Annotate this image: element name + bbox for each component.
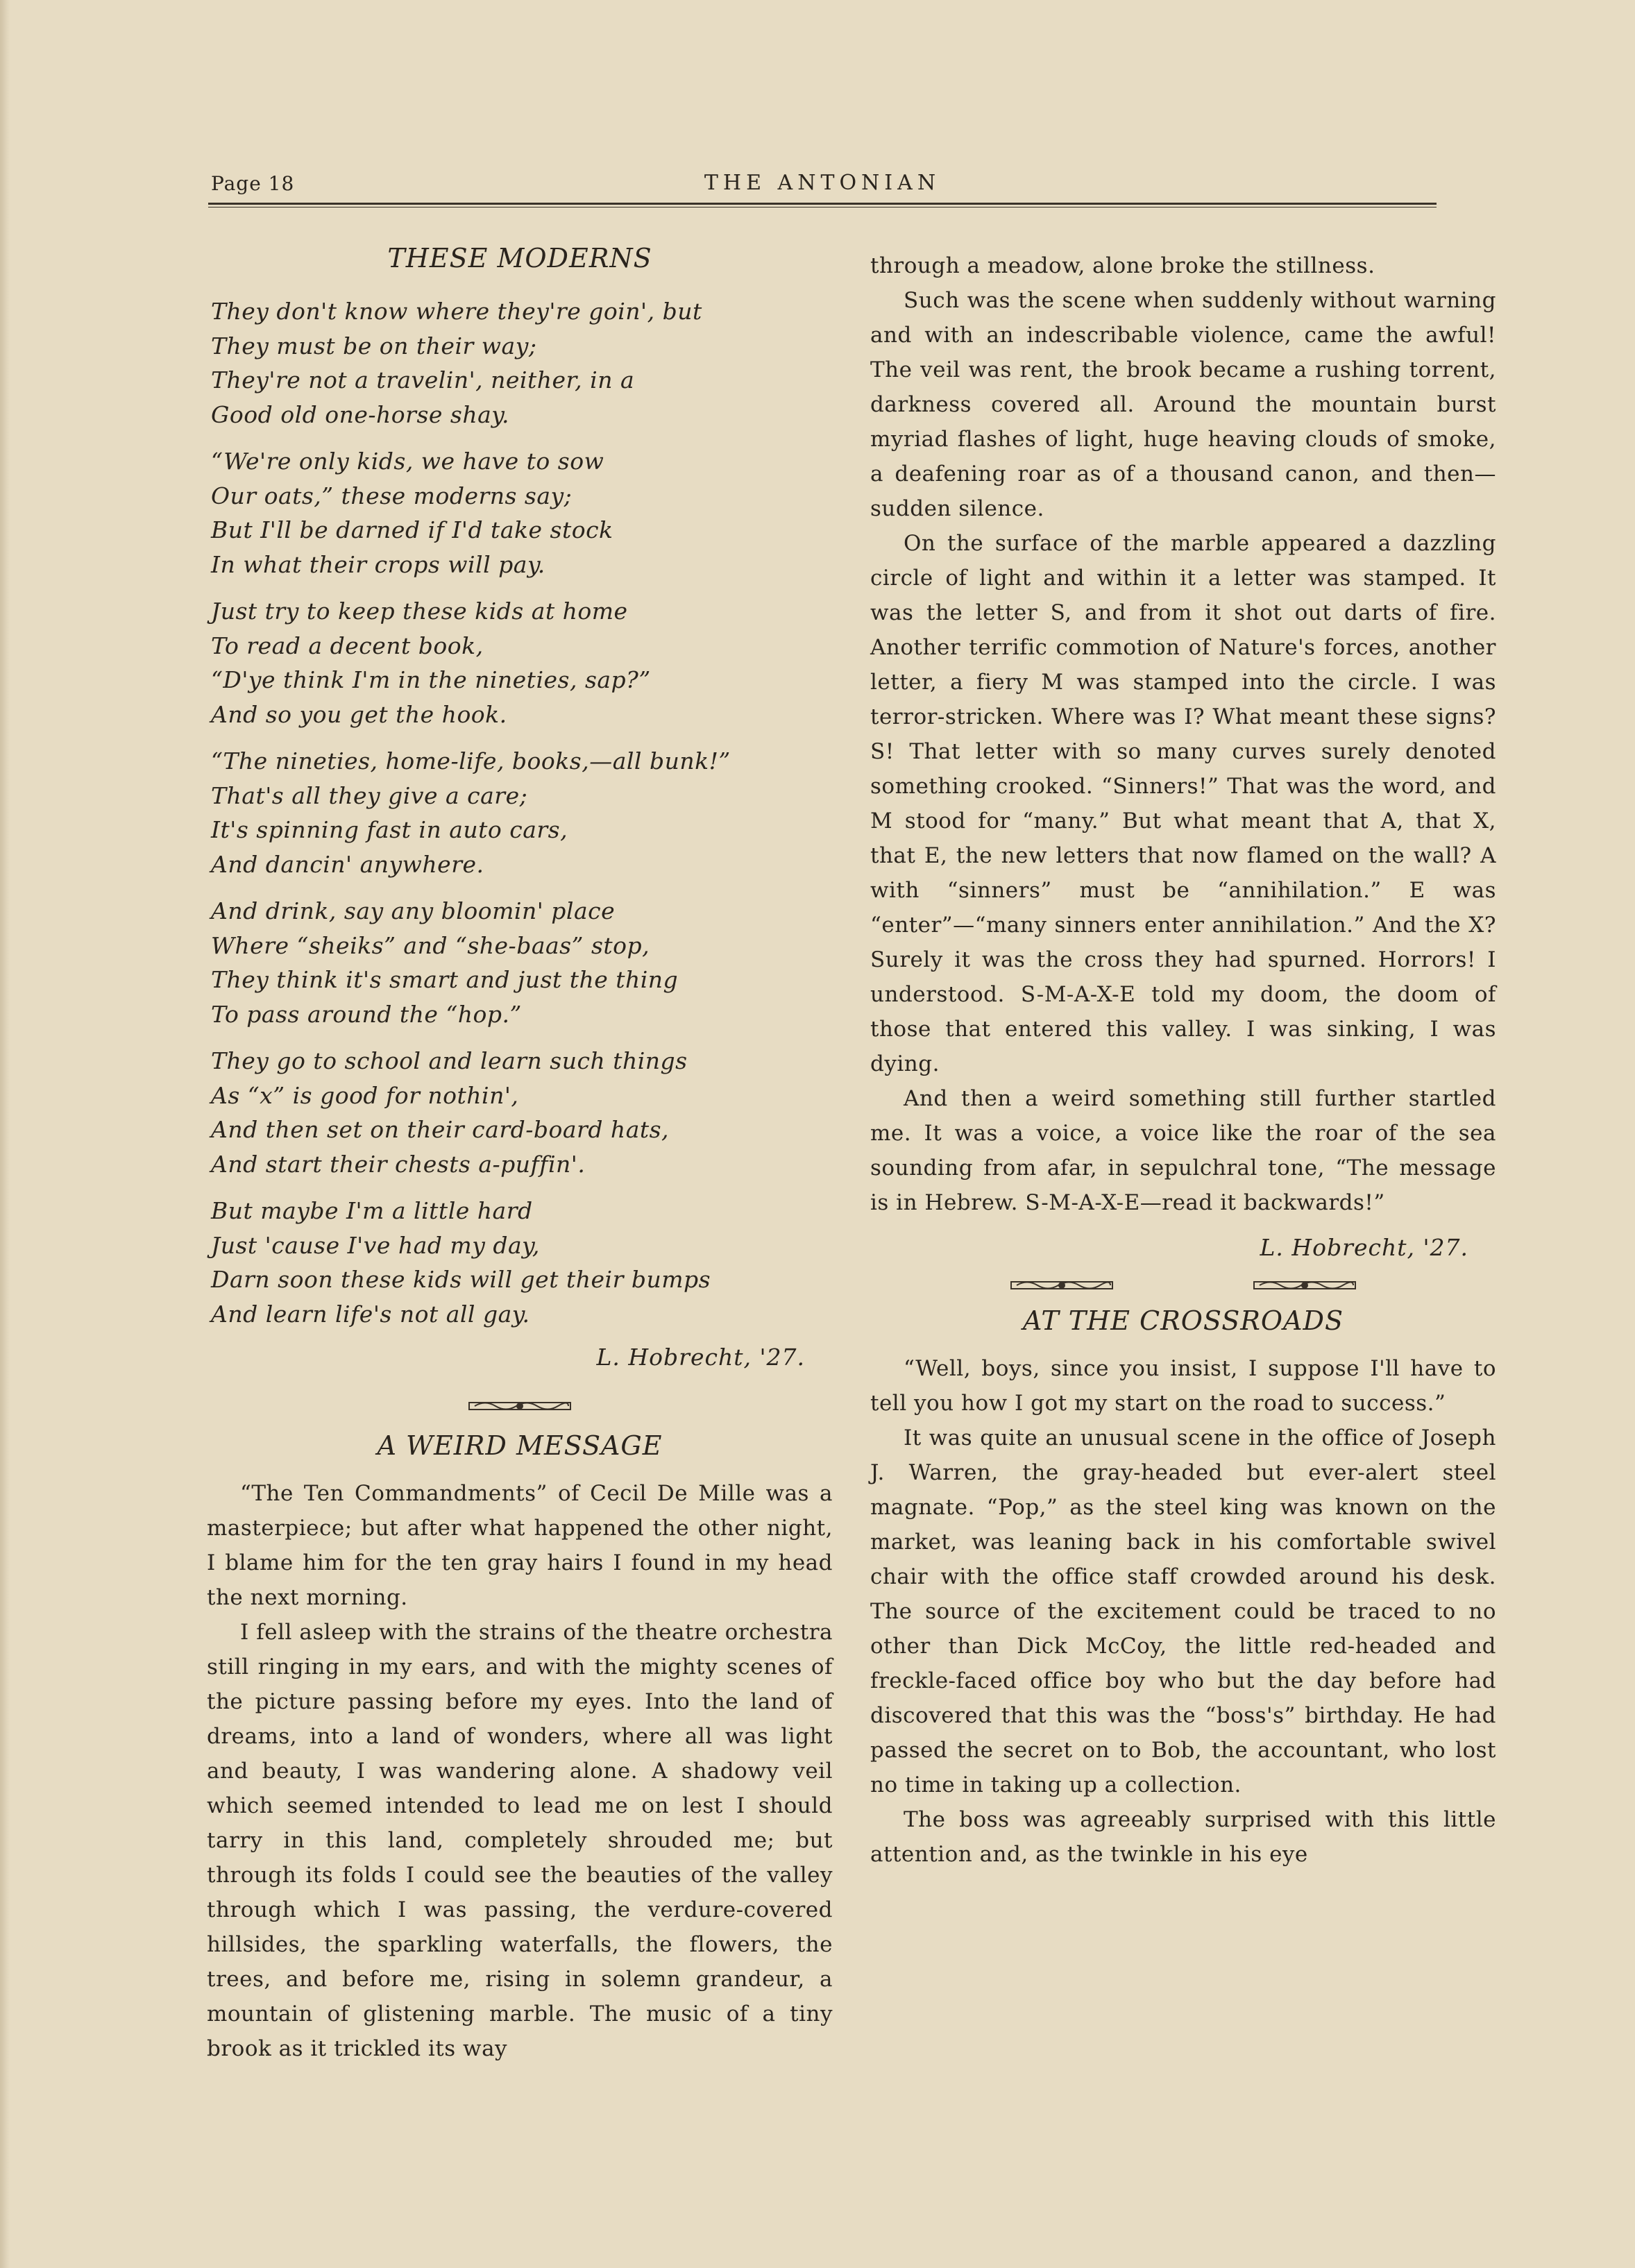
poem-body bbox=[207, 294, 833, 1331]
poem-stanza bbox=[211, 294, 833, 432]
poem-line: And then set on their card-board hats, bbox=[211, 1116, 670, 1143]
poem-signature: L. Hobrecht, '27. bbox=[596, 1344, 805, 1371]
poem-stanza bbox=[211, 444, 833, 582]
page-header bbox=[208, 172, 1437, 200]
poem-line: That's all they give a care; bbox=[211, 781, 528, 809]
poem-line: “We're only kids, we have to sow bbox=[211, 448, 604, 475]
left-column bbox=[207, 243, 833, 2066]
crossroads-body bbox=[870, 1351, 1496, 1872]
divider-ornament bbox=[870, 1276, 1496, 1294]
divider-ornament bbox=[207, 1397, 833, 1415]
poem-line: And dancin' anywhere. bbox=[211, 850, 484, 878]
header-rule bbox=[208, 203, 1437, 208]
ornament-icon bbox=[468, 1397, 572, 1415]
poem-stanza bbox=[211, 894, 833, 1031]
paragraph: “The Ten Commandments” of Cecil De Mille was a masterpiece; but after what happened the other night, I blame him for the ten gray hairs I found in my head the next morning. bbox=[207, 1481, 833, 1610]
poem-line: Good old one-horse shay. bbox=[211, 400, 510, 428]
poem-line: “D'ye think I'm in the nineties, sap?” bbox=[211, 666, 651, 693]
publication-title: THE ANTONIAN bbox=[704, 171, 941, 195]
poem-stanza bbox=[211, 1044, 833, 1181]
paper-edge bbox=[0, 0, 10, 2268]
weird-message-title: A WEIRD MESSAGE bbox=[377, 1430, 663, 1461]
paragraph: I fell asleep with the strains of the theatre orchestra still ringing in my ears, and with the mighty scenes of the picture passing before my eyes. Into the land of dreams, into a land of wonders, where all was light and beauty, I was wandering alone. A shadowy veil which seemed intended to lead me on lest I should tarry in this land, completely shrouded me; but through its folds I could see the beauties of the valley through which I was passing, the verdure-covered hillsides, the sparkling waterfalls, the flowers, the trees, and before me, rising in solemn grandeur, a mountain of glistening marble. The music of a tiny brook as it trickled its way bbox=[207, 1620, 833, 2061]
poem-line: But I'll be darned if I'd take stock bbox=[211, 516, 613, 543]
poem-line: To read a decent book, bbox=[211, 632, 484, 659]
paragraph: The boss was agreeably surprised with this little attention and, as the twinkle in his eye bbox=[870, 1807, 1496, 1867]
poem-line: They think it's smart and just the thing bbox=[211, 966, 679, 993]
poem-line: “The nineties, home-life, books,—all bunk!” bbox=[211, 747, 731, 775]
poem-line: It's spinning fast in auto cars, bbox=[211, 816, 568, 843]
right-column bbox=[870, 248, 1496, 1872]
paragraph: through a meadow, alone broke the stillness. bbox=[870, 253, 1375, 278]
poem-line: And so you get the hook. bbox=[211, 700, 507, 728]
poem-stanza bbox=[211, 744, 833, 881]
poem-line: To pass around the “hop.” bbox=[211, 1000, 522, 1028]
poem-line: Just try to keep these kids at home bbox=[211, 598, 628, 625]
poem-line: Darn soon these kids will get their bumps bbox=[211, 1266, 711, 1293]
poem-line: They must be on their way; bbox=[211, 332, 537, 359]
poem-line: They don't know where they're goin', but bbox=[211, 298, 702, 325]
poem-stanza bbox=[211, 1194, 833, 1331]
poem-line: They're not a travelin', neither, in a bbox=[211, 366, 635, 393]
crossroads-title: AT THE CROSSROADS bbox=[1022, 1305, 1344, 1336]
paragraph: “Well, boys, since you insist, I suppose I'll have to tell you how I got my start on the road to success.” bbox=[870, 1356, 1496, 1416]
poem-line: And drink, say any bloomin' place bbox=[211, 897, 616, 924]
paragraph: Such was the scene when suddenly without warning and with an indescribable violence, came the awful! The veil was rent, the brook became a rushing torrent, darkness covered all. Around the mountain burst myriad flashes of light, huge heaving clouds of smoke, a deafening roar as of a thousand canon, and then—sudden silence. bbox=[870, 288, 1496, 521]
paragraph: It was quite an unusual scene in the office of Joseph J. Warren, the gray-headed but ever-alert steel magnate. “Pop,” as the steel king was known on the market, was leaning back in his comfortable swivel chair with the office staff crowded around his desk. The source of the excitement could be traced to no other than Dick McCoy, the little red-headed and freckle-faced office boy who but the day before had discovered that this was the “boss's” birthday. He had passed the secret on to Bob, the accountant, who lost no time in taking up a collection. bbox=[870, 1425, 1496, 1797]
ornament-icon bbox=[1010, 1276, 1114, 1294]
paragraph: On the surface of the marble appeared a dazzling circle of light and within it a letter was stamped. It was the letter S, and from it shot out darts of fire. Another terrific commotion of Nature's forces, another letter, a fiery M was stamped into the circle. I was terror-stricken. Where was I? What meant these signs? S! That letter with so many curves surely denoted something crooked. “Sinners!” That was the word, and M stood for “many.” But what meant that A, that X, that E, the new letters that now flamed on the wall? A with “sinners” must be “annihilation.” E was “enter”—“many sinners enter annihilation.” And the X? Surely it was the cross they had spurned. Horrors! I understood. S-M-A-X-E told my doom, the doom of those that entered this valley. I was sinking, I was dying. bbox=[870, 531, 1496, 1076]
poem-line: And start their chests a-puffin'. bbox=[211, 1150, 586, 1178]
poem-line: Our oats,” these moderns say; bbox=[211, 482, 573, 509]
poem-line: As “x” is good for nothin', bbox=[211, 1081, 519, 1109]
weird-message-body-left bbox=[207, 1476, 833, 2066]
poem-stanza bbox=[211, 594, 833, 731]
paragraph: And then a weird something still further startled me. It was a voice, a voice like the roar of the sea sounding from afar, in sepulchral tone, “The message is in Hebrew. S-M-A-X-E—read it backwards!” bbox=[870, 1086, 1496, 1215]
poem-line: Where “sheiks” and “she-baas” stop, bbox=[211, 931, 650, 959]
page-number: Page 18 bbox=[211, 172, 295, 195]
poem-line: But maybe I'm a little hard bbox=[211, 1197, 533, 1224]
poem-line: They go to school and learn such things bbox=[211, 1047, 688, 1074]
poem-line: And learn life's not all gay. bbox=[211, 1300, 530, 1328]
poem-line: In what their crops will pay. bbox=[211, 550, 545, 578]
poem-line: Just 'cause I've had my day, bbox=[211, 1231, 540, 1259]
ornament-icon bbox=[1253, 1276, 1357, 1294]
poem-title: THESE MODERNS bbox=[387, 243, 652, 273]
weird-message-signature: L. Hobrecht, '27. bbox=[1260, 1234, 1468, 1261]
weird-message-body-right bbox=[870, 248, 1496, 1220]
